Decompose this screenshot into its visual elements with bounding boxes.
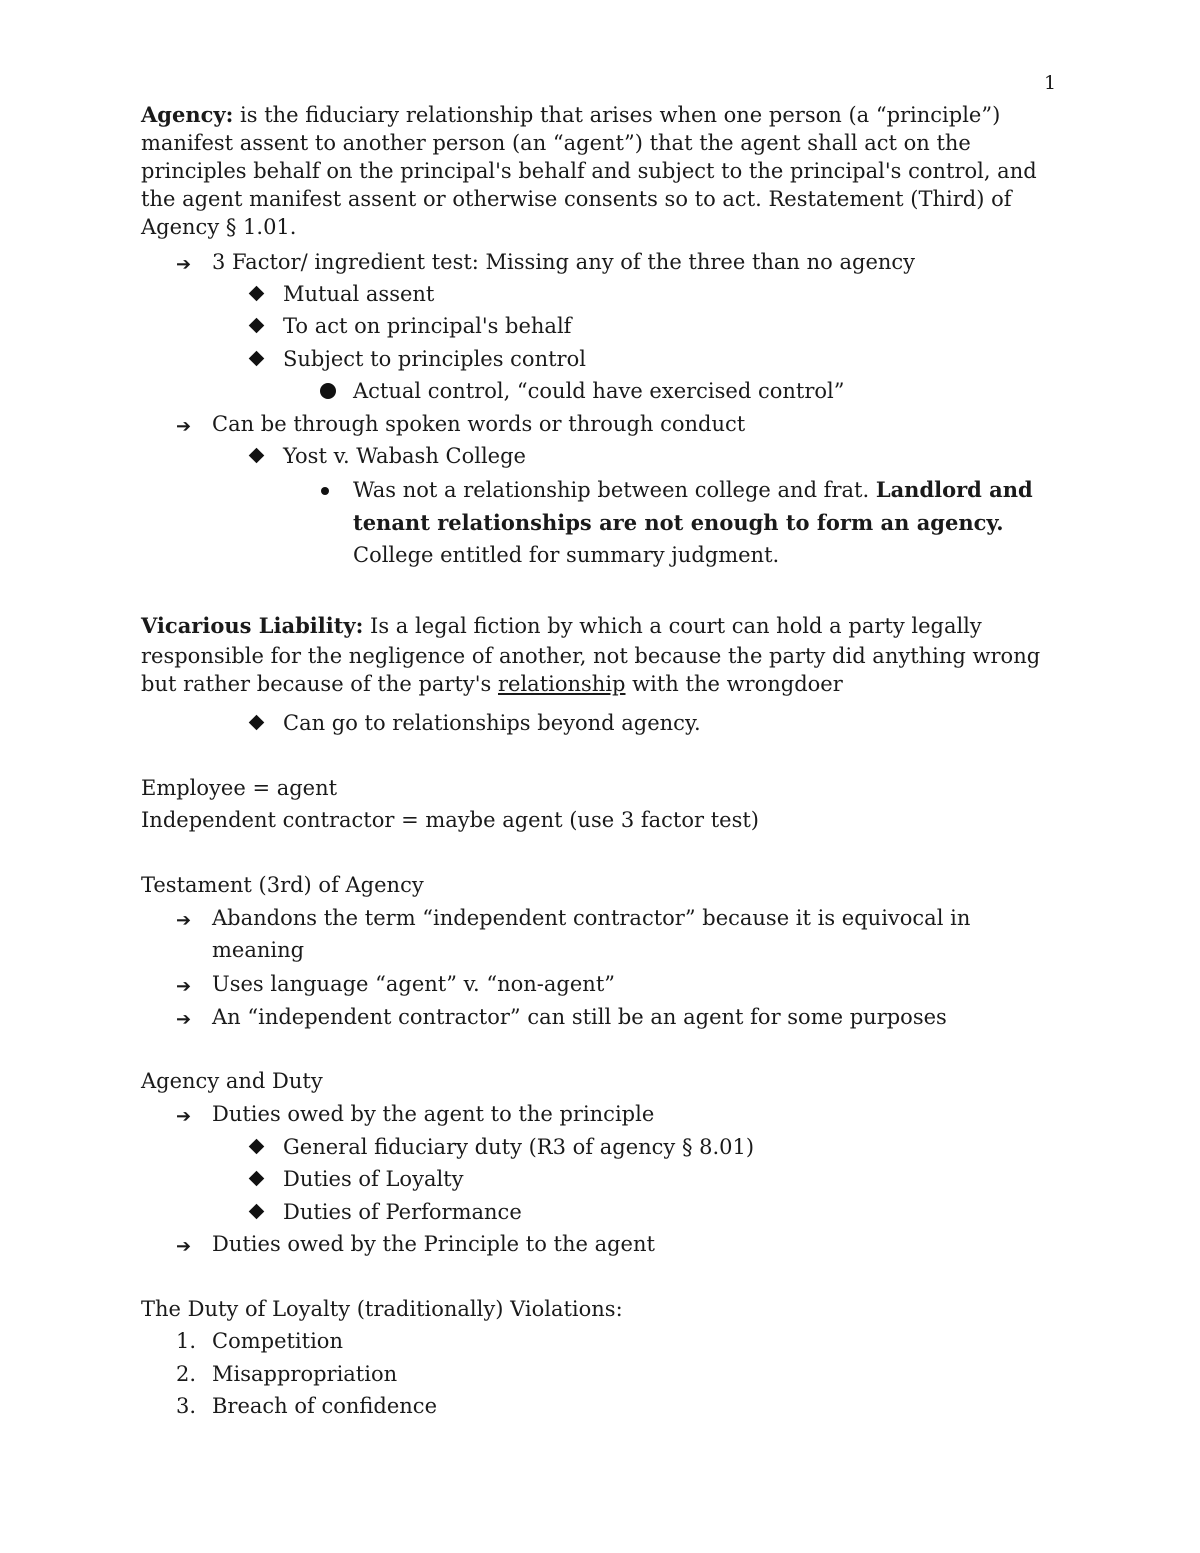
- loyalty-item-text: Competition: [212, 1329, 343, 1353]
- list-number: 2.: [176, 1362, 197, 1386]
- diamond-bullet-icon: [249, 1171, 265, 1187]
- agency-text-1: is the fiduciary relationship that arises when one person (a “principle”): [233, 103, 1001, 127]
- testament-item-3: [176, 1003, 947, 1031]
- factor-principles-control: [283, 345, 586, 373]
- arrow-bullet-icon: ➔: [176, 1236, 192, 1257]
- factor-text: Mutual assent: [283, 282, 435, 306]
- arrow-bullet-icon: ➔: [176, 416, 192, 437]
- conduct-item: [176, 410, 746, 438]
- diamond-bullet-icon: [249, 715, 265, 731]
- case-holding-text: Was not a relationship between college and frat.: [353, 478, 876, 502]
- control-note-text: Actual control, “could have exercised control”: [353, 379, 845, 403]
- factor-text: Subject to principles control: [283, 347, 586, 371]
- duty-sub-text: Duties of Loyalty: [283, 1167, 464, 1191]
- arrow-bullet-icon: ➔: [176, 1106, 192, 1127]
- duty-sub-2: [283, 1165, 463, 1193]
- diamond-bullet-icon: [249, 1204, 265, 1220]
- vicarious-term: Vicarious Liability:: [141, 613, 364, 638]
- arrow-bullet-icon: ➔: [176, 254, 192, 275]
- testament-item-3-text: An “independent contractor” can still be an agent for some purposes: [212, 1005, 947, 1029]
- vicarious-bullet: [283, 709, 701, 737]
- vicarious-text-3b: with the wrongdoer: [625, 672, 843, 696]
- factor-test-text: 3 Factor/ ingredient test: Missing any of the three than no agency: [212, 250, 916, 274]
- loyalty-item-text: Breach of confidence: [212, 1394, 437, 1418]
- diamond-bullet-icon: [249, 1139, 265, 1155]
- independent-contractor-line: Independent contractor = maybe agent (use 3 factor test): [141, 808, 759, 832]
- dot-bullet-icon: [321, 487, 329, 495]
- vicarious-text-3a: but rather because of the party's: [141, 672, 498, 696]
- vicarious-text-1: Is a legal fiction by which a court can hold a party legally: [363, 614, 982, 638]
- agency-term: Agency:: [141, 102, 234, 127]
- agency-definition-line-3: principles behalf on the principal's behalf and subject to the principal's control, and: [141, 159, 1037, 183]
- vicarious-line-1: [141, 612, 982, 640]
- control-note: [353, 377, 844, 405]
- agency-definition-line-4: the agent manifest assent or otherwise consents so to act. Restatement (Third) of: [141, 187, 1012, 211]
- circle-bullet-icon: [320, 383, 336, 399]
- duty-item-2: [176, 1230, 655, 1258]
- arrow-bullet-icon: ➔: [176, 910, 192, 931]
- case-holding-line-2: tenant relationships are not enough to form an agency.: [353, 510, 1004, 535]
- duty-sub-3: [283, 1198, 522, 1226]
- duty-item-2-text: Duties owed by the Principle to the agent: [212, 1232, 655, 1256]
- loyalty-item-3: [176, 1392, 437, 1420]
- case-holding-line-1: [353, 476, 1033, 504]
- list-number: 3.: [176, 1394, 197, 1418]
- duty-heading: Agency and Duty: [141, 1069, 323, 1093]
- loyalty-item-2: [176, 1360, 398, 1388]
- factor-text: To act on principal's behalf: [283, 314, 572, 338]
- testament-item-1-text: Abandons the term “independent contractor” because it is equivocal in: [212, 906, 971, 930]
- vicarious-line-2: responsible for the negligence of another, not because the party did anything wrong: [141, 644, 1041, 668]
- testament-heading: Testament (3rd) of Agency: [141, 873, 424, 897]
- agency-definition-line-1: [141, 101, 1000, 129]
- case-holding-bold: Landlord and: [875, 477, 1033, 502]
- arrow-bullet-icon: ➔: [176, 1009, 192, 1030]
- list-number: 1.: [176, 1329, 197, 1353]
- duty-sub-1: [283, 1133, 754, 1161]
- diamond-bullet-icon: [249, 286, 265, 302]
- factor-test-item: [176, 248, 916, 276]
- factor-mutual-assent: [283, 280, 434, 308]
- vicarious-bullet-text: Can go to relationships beyond agency.: [283, 711, 701, 735]
- testament-item-2: [176, 970, 615, 998]
- diamond-bullet-icon: [249, 448, 265, 464]
- duty-item-1-text: Duties owed by the agent to the principle: [212, 1102, 655, 1126]
- arrow-bullet-icon: ➔: [176, 976, 192, 997]
- agency-definition-line-5: Agency § 1.01.: [141, 215, 297, 239]
- duty-sub-text: General fiduciary duty (R3 of agency § 8.01): [283, 1135, 755, 1159]
- relationship-underlined: relationship: [498, 672, 626, 696]
- testament-item-1-cont: meaning: [212, 938, 305, 962]
- diamond-bullet-icon: [249, 351, 265, 367]
- conduct-text: Can be through spoken words or through conduct: [212, 412, 746, 436]
- case-name-item: [283, 442, 526, 470]
- diamond-bullet-icon: [249, 318, 265, 334]
- vicarious-line-3: [141, 670, 843, 698]
- agency-definition-line-2: manifest assent to another person (an “agent”) that the agent shall act on the: [141, 131, 971, 155]
- employee-line: Employee = agent: [141, 776, 338, 800]
- factor-principals-behalf: [283, 312, 571, 340]
- duty-item-1: [176, 1100, 655, 1128]
- case-holding-line-3: College entitled for summary judgment.: [353, 543, 780, 567]
- testament-item-1: [176, 904, 971, 932]
- duty-sub-text: Duties of Performance: [283, 1200, 522, 1224]
- case-name: Yost v. Wabash College: [283, 444, 526, 468]
- loyalty-heading: The Duty of Loyalty (traditionally) Violations:: [141, 1297, 623, 1321]
- loyalty-item-text: Misappropriation: [212, 1362, 398, 1386]
- testament-item-2-text: Uses language “agent” v. “non-agent”: [212, 972, 615, 996]
- loyalty-item-1: [176, 1327, 343, 1355]
- page-number: 1: [1044, 72, 1057, 94]
